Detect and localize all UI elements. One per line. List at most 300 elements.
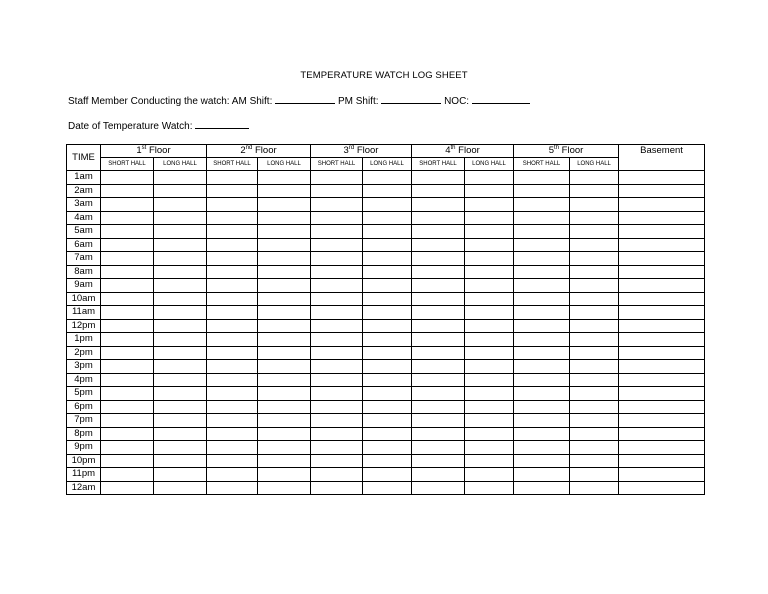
entry-cell[interactable] [258,414,311,428]
entry-cell[interactable] [619,454,705,468]
entry-cell[interactable] [101,360,154,374]
entry-cell[interactable] [207,387,258,401]
entry-cell[interactable] [363,238,412,252]
entry-cell[interactable] [465,211,514,225]
entry-cell[interactable] [311,211,363,225]
pm-shift-field[interactable] [381,95,441,104]
entry-cell[interactable] [207,238,258,252]
entry-cell[interactable] [101,414,154,428]
entry-cell[interactable] [258,441,311,455]
entry-cell[interactable] [570,414,619,428]
entry-cell[interactable] [311,198,363,212]
entry-cell[interactable] [514,346,570,360]
entry-cell[interactable] [154,198,207,212]
entry-cell[interactable] [412,265,465,279]
am-shift-field[interactable] [275,95,335,104]
entry-cell[interactable] [311,252,363,266]
entry-cell[interactable] [258,427,311,441]
entry-cell[interactable] [570,184,619,198]
entry-cell[interactable] [311,238,363,252]
entry-cell[interactable] [363,414,412,428]
entry-cell[interactable] [154,306,207,320]
entry-cell[interactable] [311,481,363,495]
entry-cell[interactable] [514,184,570,198]
entry-cell[interactable] [363,373,412,387]
entry-cell[interactable] [363,346,412,360]
entry-cell[interactable] [619,211,705,225]
time-cell: 1am [67,171,101,185]
entry-cell[interactable] [101,468,154,482]
entry-cell[interactable] [514,441,570,455]
entry-cell[interactable] [311,400,363,414]
entry-cell[interactable] [514,292,570,306]
entry-cell[interactable] [570,387,619,401]
entry-cell[interactable] [101,225,154,239]
entry-cell[interactable] [514,387,570,401]
entry-cell[interactable] [412,360,465,374]
entry-cell[interactable] [258,211,311,225]
entry-cell[interactable] [101,306,154,320]
entry-cell[interactable] [514,427,570,441]
entry-cell[interactable] [311,454,363,468]
entry-cell[interactable] [619,441,705,455]
entry-cell[interactable] [412,387,465,401]
entry-cell[interactable] [207,198,258,212]
entry-cell[interactable] [412,468,465,482]
entry-cell[interactable] [101,427,154,441]
entry-cell[interactable] [465,184,514,198]
entry-cell[interactable] [311,414,363,428]
entry-cell[interactable] [465,387,514,401]
entry-cell[interactable] [363,184,412,198]
entry-cell[interactable] [412,184,465,198]
entry-cell[interactable] [514,373,570,387]
entry-cell[interactable] [258,481,311,495]
entry-cell[interactable] [207,279,258,293]
entry-cell[interactable] [570,238,619,252]
entry-cell[interactable] [154,468,207,482]
entry-cell[interactable] [514,319,570,333]
entry-cell[interactable] [570,481,619,495]
entry-cell[interactable] [207,292,258,306]
entry-cell[interactable] [465,360,514,374]
header-row [67,145,705,158]
entry-cell[interactable] [412,292,465,306]
entry-cell[interactable] [514,454,570,468]
entry-cell[interactable] [311,427,363,441]
entry-cell[interactable] [570,279,619,293]
entry-cell[interactable] [311,319,363,333]
entry-cell[interactable] [258,360,311,374]
entry-cell[interactable] [465,238,514,252]
entry-cell[interactable] [465,441,514,455]
entry-cell[interactable] [465,198,514,212]
entry-cell[interactable] [412,211,465,225]
entry-cell[interactable] [101,441,154,455]
entry-cell[interactable] [154,481,207,495]
entry-cell[interactable] [363,400,412,414]
entry-cell[interactable] [465,225,514,239]
entry-cell[interactable] [311,360,363,374]
entry-cell[interactable] [154,292,207,306]
entry-cell[interactable] [412,481,465,495]
entry-cell[interactable] [570,292,619,306]
date-line [68,120,249,132]
entry-cell[interactable] [465,481,514,495]
floor-3-header [311,145,412,158]
entry-cell[interactable] [514,238,570,252]
entry-cell[interactable] [465,306,514,320]
entry-cell[interactable] [570,171,619,185]
entry-cell[interactable] [619,184,705,198]
entry-cell[interactable] [619,306,705,320]
table-row [67,319,705,333]
entry-cell[interactable] [619,387,705,401]
entry-cell[interactable] [207,333,258,347]
entry-cell[interactable] [363,171,412,185]
entry-cell[interactable] [412,238,465,252]
entry-cell[interactable] [101,171,154,185]
table-row [67,306,705,320]
entry-cell[interactable] [311,387,363,401]
entry-cell[interactable] [207,373,258,387]
entry-cell[interactable] [154,346,207,360]
entry-cell[interactable] [514,265,570,279]
entry-cell[interactable] [514,279,570,293]
entry-cell[interactable] [311,225,363,239]
page-title: TEMPERATURE WATCH LOG SHEET [300,70,468,81]
entry-cell[interactable] [619,292,705,306]
entry-cell[interactable] [207,225,258,239]
entry-cell[interactable] [465,265,514,279]
table-row [67,360,705,374]
entry-cell[interactable] [101,319,154,333]
entry-cell[interactable] [570,252,619,266]
entry-cell[interactable] [258,306,311,320]
entry-cell[interactable] [514,211,570,225]
entry-cell[interactable] [412,400,465,414]
entry-cell[interactable] [570,468,619,482]
floor-number: 3 [343,145,349,156]
entry-cell[interactable] [101,373,154,387]
entry-cell[interactable] [258,468,311,482]
entry-cell[interactable] [619,198,705,212]
entry-cell[interactable] [207,427,258,441]
entry-cell[interactable] [619,225,705,239]
entry-cell[interactable] [154,333,207,347]
entry-cell[interactable] [363,306,412,320]
entry-cell[interactable] [258,373,311,387]
entry-cell[interactable] [101,333,154,347]
entry-cell[interactable] [514,333,570,347]
entry-cell[interactable] [514,225,570,239]
entry-cell[interactable] [207,265,258,279]
entry-cell[interactable] [412,454,465,468]
entry-cell[interactable] [258,387,311,401]
entry-cell[interactable] [514,400,570,414]
entry-cell[interactable] [207,481,258,495]
entry-cell[interactable] [412,373,465,387]
time-cell: 2am [67,184,101,198]
entry-cell[interactable] [154,441,207,455]
entry-cell[interactable] [570,333,619,347]
entry-cell[interactable] [258,292,311,306]
floor-number: 1 [136,145,142,156]
entry-cell[interactable] [258,346,311,360]
entry-cell[interactable] [363,333,412,347]
entry-cell[interactable] [514,360,570,374]
entry-cell[interactable] [363,292,412,306]
time-cell: 11am [67,306,101,320]
entry-cell[interactable] [363,211,412,225]
entry-cell[interactable] [101,265,154,279]
floor-4-long-hall-header: LONG HALL [465,158,514,171]
entry-cell[interactable] [154,454,207,468]
entry-cell[interactable] [412,225,465,239]
entry-cell[interactable] [258,198,311,212]
entry-cell[interactable] [311,265,363,279]
entry-cell[interactable] [570,346,619,360]
entry-cell[interactable] [570,225,619,239]
entry-cell[interactable] [570,454,619,468]
entry-cell[interactable] [363,481,412,495]
entry-cell[interactable] [363,387,412,401]
entry-cell[interactable] [154,252,207,266]
entry-cell[interactable] [258,171,311,185]
entry-cell[interactable] [207,184,258,198]
pm-shift-label: PM Shift: [337,96,379,107]
entry-cell[interactable] [101,400,154,414]
entry-cell[interactable] [465,252,514,266]
entry-cell[interactable] [412,414,465,428]
entry-cell[interactable] [465,346,514,360]
noc-field[interactable] [472,95,530,104]
entry-cell[interactable] [619,171,705,185]
entry-cell[interactable] [619,252,705,266]
entry-cell[interactable] [207,306,258,320]
staff-am-label: Staff Member Conducting the watch: AM Shift: [68,96,273,107]
entry-cell[interactable] [465,400,514,414]
time-cell: 1pm [67,333,101,347]
entry-cell[interactable] [101,279,154,293]
entry-cell[interactable] [154,265,207,279]
entry-cell[interactable] [570,373,619,387]
entry-cell[interactable] [154,238,207,252]
entry-cell[interactable] [570,198,619,212]
entry-cell[interactable] [101,454,154,468]
entry-cell[interactable] [154,400,207,414]
time-cell: 8pm [67,427,101,441]
entry-cell[interactable] [101,387,154,401]
entry-cell[interactable] [311,306,363,320]
entry-cell[interactable] [412,279,465,293]
entry-cell[interactable] [258,184,311,198]
table-row [67,184,705,198]
entry-cell[interactable] [154,387,207,401]
entry-cell[interactable] [154,225,207,239]
entry-cell[interactable] [570,265,619,279]
entry-cell[interactable] [101,481,154,495]
entry-cell[interactable] [311,441,363,455]
entry-cell[interactable] [514,481,570,495]
entry-cell[interactable] [363,441,412,455]
entry-cell[interactable] [465,279,514,293]
entry-cell[interactable] [619,414,705,428]
entry-cell[interactable] [154,279,207,293]
entry-cell[interactable] [619,373,705,387]
entry-cell[interactable] [207,468,258,482]
entry-cell[interactable] [412,333,465,347]
staff-line [68,95,530,107]
entry-cell[interactable] [207,211,258,225]
entry-cell[interactable] [619,481,705,495]
entry-cell[interactable] [412,319,465,333]
entry-cell[interactable] [207,360,258,374]
time-cell: 3pm [67,360,101,374]
entry-cell[interactable] [311,333,363,347]
time-cell: 2pm [67,346,101,360]
entry-cell[interactable] [258,279,311,293]
floor-1-long-hall-header: LONG HALL [154,158,207,171]
entry-cell[interactable] [207,171,258,185]
entry-cell[interactable] [363,319,412,333]
entry-cell[interactable] [619,346,705,360]
entry-cell[interactable] [207,252,258,266]
entry-cell[interactable] [412,427,465,441]
entry-cell[interactable] [101,184,154,198]
floor-1-header [101,145,207,158]
entry-cell[interactable] [207,454,258,468]
entry-cell[interactable] [465,373,514,387]
entry-cell[interactable] [363,279,412,293]
entry-cell[interactable] [207,441,258,455]
entry-cell[interactable] [363,198,412,212]
entry-cell[interactable] [154,184,207,198]
entry-cell[interactable] [619,333,705,347]
entry-cell[interactable] [101,198,154,212]
entry-cell[interactable] [412,306,465,320]
entry-cell[interactable] [570,211,619,225]
entry-cell[interactable] [311,468,363,482]
entry-cell[interactable] [412,252,465,266]
entry-cell[interactable] [363,225,412,239]
entry-cell[interactable] [101,346,154,360]
entry-cell[interactable] [258,252,311,266]
entry-cell[interactable] [363,252,412,266]
floor-label: Floor [146,145,171,156]
entry-cell[interactable] [619,279,705,293]
entry-cell[interactable] [619,400,705,414]
entry-cell[interactable] [619,319,705,333]
entry-cell[interactable] [514,171,570,185]
table-row [67,373,705,387]
entry-cell[interactable] [465,454,514,468]
entry-cell[interactable] [570,400,619,414]
entry-cell[interactable] [619,468,705,482]
entry-cell[interactable] [154,360,207,374]
entry-cell[interactable] [154,319,207,333]
entry-cell[interactable] [258,333,311,347]
entry-cell[interactable] [258,265,311,279]
entry-cell[interactable] [154,427,207,441]
floor-3-short-hall-header: SHORT HALL [311,158,363,171]
entry-cell[interactable] [514,468,570,482]
entry-cell[interactable] [412,171,465,185]
entry-cell[interactable] [570,441,619,455]
entry-cell[interactable] [311,184,363,198]
entry-cell[interactable] [465,468,514,482]
entry-cell[interactable] [258,238,311,252]
entry-cell[interactable] [363,427,412,441]
entry-cell[interactable] [258,319,311,333]
entry-cell[interactable] [412,346,465,360]
table-row [67,414,705,428]
floor-ordinal: nd [245,144,253,151]
entry-cell[interactable] [619,360,705,374]
entry-cell[interactable] [311,171,363,185]
entry-cell[interactable] [514,252,570,266]
entry-cell[interactable] [101,292,154,306]
entry-cell[interactable] [207,414,258,428]
entry-cell[interactable] [412,441,465,455]
entry-cell[interactable] [412,198,465,212]
entry-cell[interactable] [311,373,363,387]
entry-cell[interactable] [465,292,514,306]
entry-cell[interactable] [101,211,154,225]
entry-cell[interactable] [207,400,258,414]
entry-cell[interactable] [619,427,705,441]
entry-cell[interactable] [258,225,311,239]
entry-cell[interactable] [154,211,207,225]
entry-cell[interactable] [207,319,258,333]
date-field[interactable] [195,120,249,129]
floor-2-short-hall-header: SHORT HALL [207,158,258,171]
entry-cell[interactable] [619,265,705,279]
entry-cell[interactable] [570,306,619,320]
entry-cell[interactable] [570,360,619,374]
entry-cell[interactable] [207,346,258,360]
entry-cell[interactable] [311,279,363,293]
entry-cell[interactable] [465,427,514,441]
time-cell: 8am [67,265,101,279]
entry-cell[interactable] [258,400,311,414]
entry-cell[interactable] [101,252,154,266]
entry-cell[interactable] [154,373,207,387]
entry-cell[interactable] [465,414,514,428]
floor-3-long-hall-header: LONG HALL [363,158,412,171]
entry-cell[interactable] [363,360,412,374]
entry-cell[interactable] [154,171,207,185]
entry-cell[interactable] [311,346,363,360]
entry-cell[interactable] [101,238,154,252]
entry-cell[interactable] [258,454,311,468]
entry-cell[interactable] [514,306,570,320]
entry-cell[interactable] [154,414,207,428]
entry-cell[interactable] [465,319,514,333]
entry-cell[interactable] [570,319,619,333]
entry-cell[interactable] [570,427,619,441]
entry-cell[interactable] [465,171,514,185]
entry-cell[interactable] [311,292,363,306]
entry-cell[interactable] [363,265,412,279]
entry-cell[interactable] [514,414,570,428]
entry-cell[interactable] [465,333,514,347]
floor-number: 2 [240,145,246,156]
entry-cell[interactable] [363,454,412,468]
entry-cell[interactable] [514,198,570,212]
entry-cell[interactable] [619,238,705,252]
entry-cell[interactable] [363,468,412,482]
